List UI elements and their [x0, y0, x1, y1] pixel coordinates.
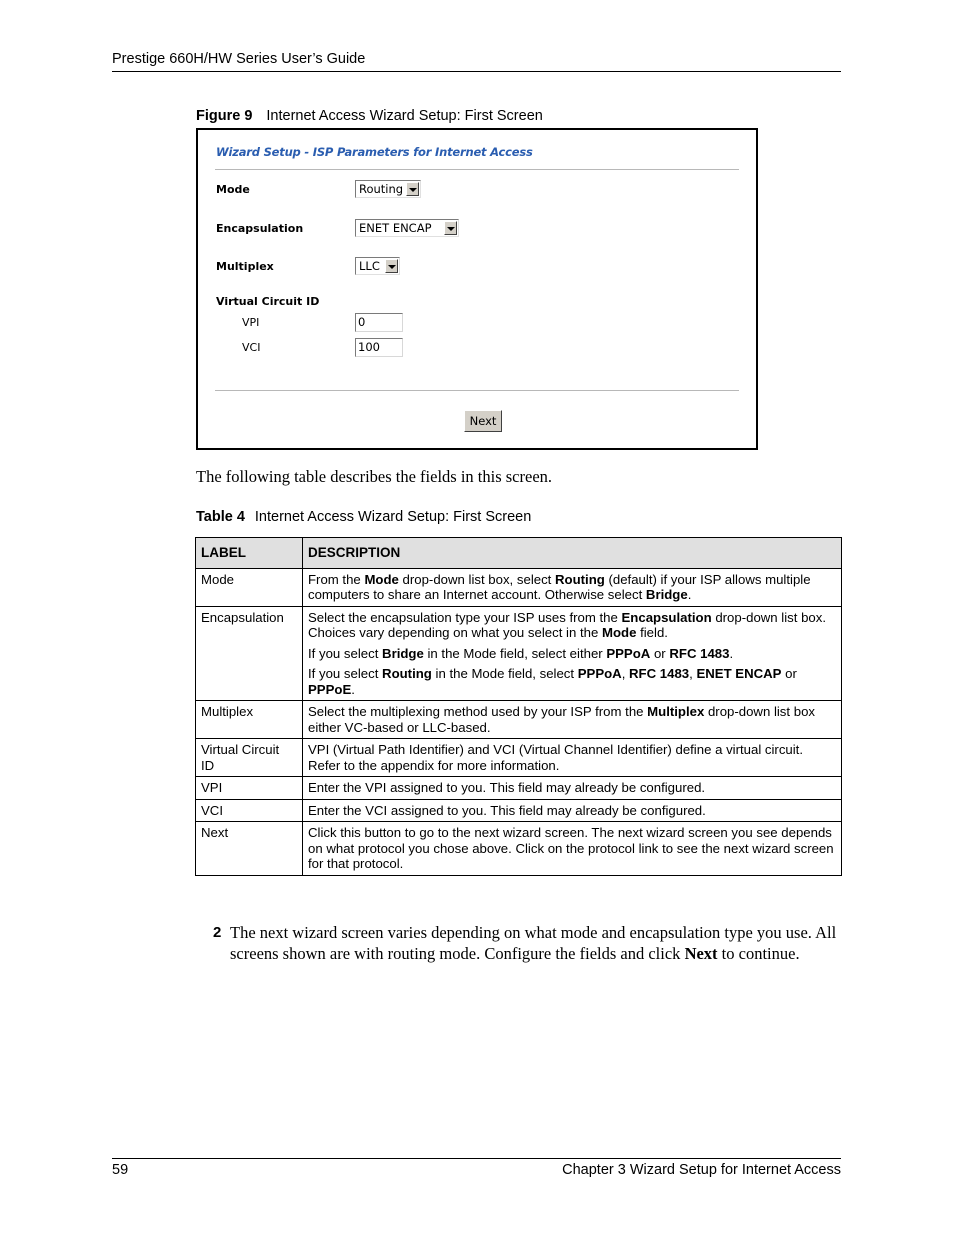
description-paragraph	[308, 780, 834, 796]
figure-caption	[196, 108, 543, 124]
table-row	[196, 822, 842, 876]
footer-rule	[112, 1158, 841, 1159]
chevron-down-icon[interactable]	[406, 182, 419, 196]
row-description	[303, 568, 842, 606]
description-bold-term: Mode	[601, 625, 637, 640]
description-paragraph	[308, 704, 834, 735]
table-row	[196, 739, 842, 777]
row-label: Mode	[196, 568, 303, 606]
column-header-label: LABEL	[196, 538, 303, 569]
row-description	[303, 822, 842, 876]
step-text-bold: Next	[684, 944, 718, 963]
step-text	[230, 922, 843, 964]
description-text: or	[650, 645, 670, 661]
mode-select-value: Routing	[359, 182, 404, 196]
description-bold-term: PPPoA	[606, 645, 651, 661]
table-row	[196, 606, 842, 701]
mode-select[interactable]	[355, 180, 421, 198]
vci-input[interactable]: 100	[355, 338, 403, 357]
row-description	[303, 606, 842, 701]
field-description-table	[195, 537, 842, 876]
description-text: Select the multiplexing method used by your ISP from the	[308, 704, 648, 719]
step-2-paragraph	[213, 922, 843, 964]
description-text: drop-down list box either VC-based or LLC-based.	[308, 704, 815, 735]
wizard-title: Wizard Setup - ISP Parameters for Internet Access	[216, 145, 533, 159]
row-description	[303, 739, 842, 777]
vci-label: VCI	[242, 341, 261, 354]
description-bold-term: RFC 1483	[629, 666, 690, 681]
row-label: Virtual Circuit ID	[196, 739, 303, 777]
row-description	[303, 701, 842, 739]
header-rule	[112, 71, 841, 72]
description-text: (default) if your ISP allows multiple computers to share an Internet account. Otherwise select	[308, 571, 811, 602]
description-bold-term: Routing	[555, 571, 605, 587]
next-button[interactable]: Next	[464, 410, 502, 432]
description-bold-term: Encapsulation	[621, 609, 712, 625]
table-caption-text: Internet Access Wizard Setup: First Screen	[254, 509, 532, 525]
table-label: Table 4	[196, 509, 245, 525]
description-paragraph	[308, 610, 834, 641]
intro-paragraph: The following table describes the fields in this screen.	[196, 467, 553, 486]
row-label: Multiplex	[196, 701, 303, 739]
description-paragraph	[308, 742, 834, 773]
row-description	[303, 799, 842, 822]
chapter-title: Chapter 3 Wizard Setup for Internet Access	[562, 1162, 841, 1178]
encapsulation-label: Encapsulation	[216, 222, 304, 235]
description-bold-term: Bridge	[382, 645, 424, 661]
row-label: Next	[196, 822, 303, 876]
table-row	[196, 777, 842, 800]
description-text: .	[687, 587, 692, 602]
description-bold-term: Mode	[364, 571, 399, 587]
description-bold-term: PPPoE	[308, 681, 352, 697]
description-paragraph	[308, 666, 834, 697]
description-text: Click this button to go to the next wizard screen. The next wizard screen you see depends on what protocol you chose above. Click on the protocol link to see the next wizard screen for that protocol.	[308, 825, 834, 871]
description-text: ,	[689, 666, 697, 681]
description-bold-term: ENET ENCAP	[696, 666, 782, 681]
step-text-after: to continue.	[717, 944, 800, 963]
mode-label: Mode	[216, 183, 250, 196]
figure-caption-text: Internet Access Wizard Setup: First Screen	[266, 108, 543, 124]
description-bold-term: Multiplex	[647, 704, 705, 719]
description-text: .	[351, 681, 355, 697]
table-body	[196, 568, 842, 875]
table-row	[196, 568, 842, 606]
table-caption	[196, 509, 531, 525]
description-text: From the	[308, 571, 365, 587]
encapsulation-select[interactable]	[355, 219, 459, 237]
row-label: Encapsulation	[196, 606, 303, 701]
chevron-down-icon[interactable]	[444, 221, 457, 235]
page-number: 59	[112, 1162, 129, 1178]
description-text: Select the encapsulation type your ISP uses from the	[308, 609, 622, 625]
description-paragraph	[308, 803, 834, 819]
wizard-screenshot	[196, 128, 758, 450]
step-number: 2	[213, 924, 222, 941]
row-description	[303, 777, 842, 800]
description-paragraph	[308, 572, 834, 603]
virtual-circuit-id-label: Virtual Circuit ID	[216, 295, 320, 308]
multiplex-select-value: LLC	[359, 259, 380, 273]
table-row	[196, 701, 842, 739]
description-paragraph	[308, 646, 834, 662]
row-label: VCI	[196, 799, 303, 822]
wizard-bottom-divider	[215, 390, 739, 392]
table-header-row	[196, 538, 842, 569]
running-header: Prestige 660H/HW Series User’s Guide	[112, 51, 366, 67]
chevron-down-icon[interactable]	[385, 259, 398, 273]
description-bold-term: RFC 1483	[669, 645, 730, 661]
wizard-top-divider	[215, 169, 739, 171]
encapsulation-select-value: ENET ENCAP	[359, 221, 432, 235]
vpi-label: VPI	[242, 316, 260, 329]
row-label: VPI	[196, 777, 303, 800]
description-text: If you select	[308, 666, 383, 681]
table-row	[196, 799, 842, 822]
figure-label: Figure 9	[196, 108, 253, 124]
description-text: drop-down list box. Choices vary depending on what you select in the	[308, 609, 827, 640]
description-text: Enter the VPI assigned to you. This field may already be configured.	[308, 780, 706, 795]
multiplex-select[interactable]	[355, 257, 400, 275]
description-text: Enter the VCI assigned to you. This field may already be configured.	[308, 802, 706, 818]
description-text: field.	[636, 625, 668, 640]
step-text-before: The next wizard screen varies depending on what mode and encapsulation type you use. All screens shown are with routing mode. Configure the fields and click	[230, 923, 837, 963]
vpi-input[interactable]: 0	[355, 313, 403, 332]
description-text: in the Mode field, select either	[423, 645, 607, 661]
description-paragraph	[308, 825, 834, 872]
description-text: or	[781, 666, 797, 681]
description-text: ,	[621, 666, 630, 681]
description-text: If you select	[308, 645, 383, 661]
description-text: in the Mode field, select	[431, 666, 578, 681]
description-text: .	[729, 645, 734, 661]
column-header-description: DESCRIPTION	[303, 538, 842, 569]
description-text: drop-down list box, select	[398, 571, 556, 587]
description-bold-term: Bridge	[645, 587, 688, 602]
description-text: VPI (Virtual Path Identifier) and VCI (Virtual Channel Identifier) define a virtual circuit. Refer to the appendix for more information.	[308, 742, 804, 773]
description-bold-term: PPPoA	[577, 666, 622, 681]
multiplex-label: Multiplex	[216, 260, 274, 273]
description-bold-term: Routing	[382, 666, 432, 681]
